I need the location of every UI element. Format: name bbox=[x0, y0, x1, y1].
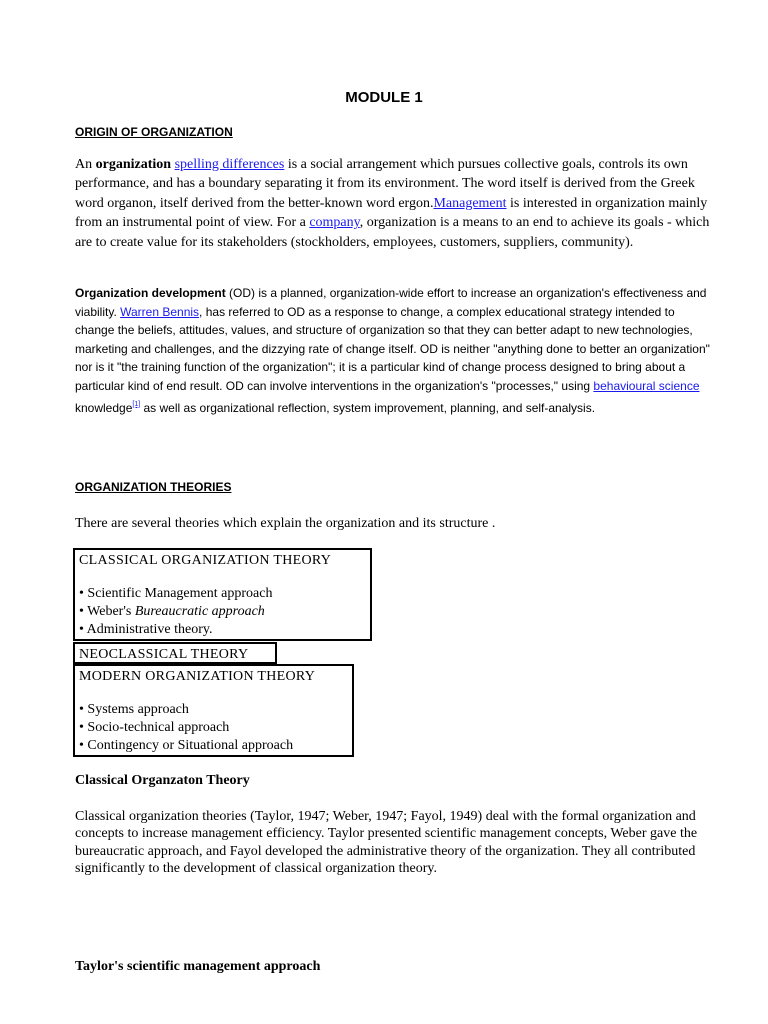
classical-theory-box bbox=[73, 548, 372, 641]
bullet-icon: • bbox=[79, 720, 84, 735]
company-link[interactable]: company bbox=[309, 215, 360, 231]
theories-heading: ORGANIZATION THEORIES bbox=[75, 480, 232, 494]
list-item bbox=[79, 737, 348, 755]
origin-heading: ORIGIN OF ORGANIZATION bbox=[75, 125, 233, 139]
origin-paragraph bbox=[75, 155, 715, 252]
list-item-text: Weber's bbox=[87, 604, 135, 619]
p1-bold-term: organization bbox=[95, 157, 172, 172]
list-item-text: Socio-technical approach bbox=[87, 720, 230, 735]
reference-link[interactable]: [1] bbox=[132, 400, 141, 408]
classical-theory-heading: Classical Organzaton Theory bbox=[75, 773, 250, 788]
list-item-text: Administrative theory. bbox=[86, 622, 213, 637]
list-item bbox=[79, 621, 366, 639]
document-title: MODULE 1 bbox=[345, 89, 423, 106]
taylor-heading: Taylor's scientific management approach bbox=[75, 959, 321, 974]
management-link[interactable]: Management bbox=[433, 195, 507, 211]
od-bold-term: Organization development bbox=[75, 286, 226, 300]
p1-text: is interested in organization mainly from an instrumental point of view. For a bbox=[75, 195, 708, 231]
bullet-icon: • bbox=[79, 586, 84, 601]
neoclassical-theory-box bbox=[73, 642, 277, 664]
behavioural-science-link[interactable]: behavioural science bbox=[593, 378, 700, 393]
p1-text: An bbox=[75, 157, 96, 172]
classical-theory-paragraph: Classical organization theories (Taylor, 1947; Weber, 1947; Fayol, 1949) deal with the formal organization and concepts to increase management efficiency. Taylor presented scientific management concepts, Weber gave the bureaucratic approach, and Fayol developed the administrative theory of the organization. They all contributed significantly to the development of classical organization theory. bbox=[75, 809, 698, 877]
warren-bennis-link[interactable]: Warren Bennis bbox=[120, 304, 200, 319]
list-item bbox=[79, 585, 366, 603]
p2-text: as well as organizational reflection, system improvement, planning, and self-analysis. bbox=[140, 400, 596, 415]
modern-theory-box bbox=[73, 664, 354, 757]
list-item-text: Systems approach bbox=[87, 702, 189, 717]
spelling-differences-link[interactable]: spelling differences bbox=[174, 157, 285, 172]
list-item-italic: Bureaucratic approach bbox=[134, 604, 265, 619]
p2-text: knowledge bbox=[75, 400, 133, 415]
list-item bbox=[79, 719, 348, 737]
bullet-icon: • bbox=[79, 604, 84, 619]
p1-text: , organization is a means to an end to achieve its goals - which are to create value for its stakeholders (stockholders, employees, customers, suppliers, community). bbox=[75, 215, 710, 250]
bullet-icon: • bbox=[79, 738, 84, 753]
bullet-icon: • bbox=[79, 702, 84, 717]
od-paragraph bbox=[75, 284, 715, 417]
list-item bbox=[79, 603, 366, 621]
classical-box-heading: CLASSICAL ORGANIZATION THEORY bbox=[79, 553, 332, 568]
modern-box-heading: MODERN ORGANIZATION THEORY bbox=[79, 669, 316, 684]
list-item-text: Scientific Management approach bbox=[87, 586, 273, 601]
p2-text: , has referred to OD as a response to change, a complex educational strategy intended to change the beliefs, attitudes, values, and structure of organization so that they can better adapt to new technologies, marketing and challenges, and the dizzying rate of change itself. OD is neither "anything done to better an organization" nor is it "the training function of the organization"; it is a particular kind of change process designed to bring about a particular kind of end result. OD can involve interventions in the organization's "processes," using bbox=[75, 304, 710, 393]
list-item bbox=[79, 701, 348, 719]
p2-text: (OD) is a planned, organization-wide effort to increase an organization's effectiveness and viability. bbox=[75, 286, 707, 319]
neoclassical-box-heading: NEOCLASSICAL THEORY bbox=[79, 647, 249, 662]
list-item-text: Contingency or Situational approach bbox=[87, 738, 294, 753]
theories-intro: There are several theories which explain the organization and its structure . bbox=[75, 516, 496, 531]
bullet-icon: • bbox=[79, 622, 84, 637]
p1-text: is a social arrangement which pursues collective goals, controls its own performance, and has a boundary separating it from its environment. The word itself is derived from the Greek word organon, itself derived from the better-known word ergon. bbox=[75, 157, 695, 211]
